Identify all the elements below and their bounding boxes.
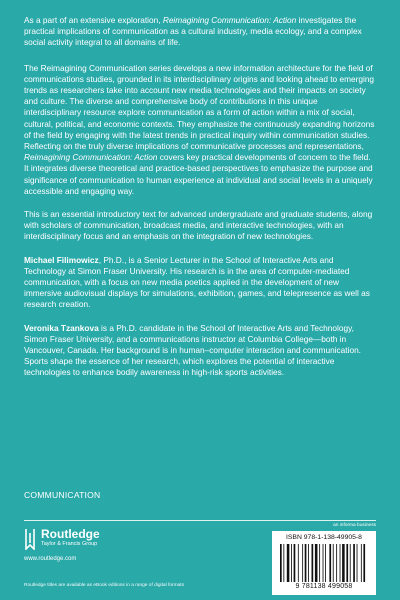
routledge-logo-icon xyxy=(24,528,36,550)
book-title-italic: Reimagining Communication: Action xyxy=(162,15,297,25)
barcode-icon xyxy=(280,544,368,582)
series-text-continued: covers key practical developments of concern to the field. It integrates diverse theoretical and practice-based perspectives to emphasize the purpose and significance of communication to human experience at individual and social levels in a uniquely accessible and engaging way. xyxy=(24,152,373,196)
informa-tagline: an informa business xyxy=(333,523,376,528)
series-paragraph xyxy=(24,63,376,197)
publisher-logo xyxy=(24,528,100,550)
publisher-subtitle: Taylor & Francis Group xyxy=(41,541,98,547)
ebook-note: Routledge titles are available as eBook editions in a range of digital formats xyxy=(24,583,184,588)
barcode-panel xyxy=(272,531,376,595)
series-book-title-italic: Reimagining Communication: Action xyxy=(24,152,158,163)
author2-bio xyxy=(24,323,376,379)
barcode-number: 9 781138 499058 xyxy=(295,583,353,590)
intro-text: As a part of an extensive exploration, xyxy=(24,15,163,25)
publisher-url: www.routledge.com xyxy=(24,556,77,562)
author2-name: Veronika Tzankova xyxy=(24,322,99,333)
intro-text-continued: investigates the practical implications of communication as a cultural industry, media ecology, and a complex social activity integral to all domains of life. xyxy=(24,15,362,48)
series-text: The Reimagining Communication series develops a new information architecture for the field of communications studies, grounded in its interdisciplinary origins and looking ahead to emerging trends as researchers take into account new media technologies and their impacts on society and culture. The diverse and comprehensive body of contributions in this unique interdisciplinary resource explore communication as a form of action within a mix of social, cultural, political, and economic contexts. They emphasize the continuously expanding horizons of the field by engaging with the latest trends in practical inquiry within communication studies. Reflecting on the truly diverse implications of communicative processes and representations, xyxy=(24,62,375,152)
intro-paragraph xyxy=(24,15,376,49)
author1-bio xyxy=(24,255,376,311)
author1-bio-text: , Ph.D., is a Senior Lecturer in the School of Interactive Arts and Technology at Simon Fraser University. His research is in the area of computer-mediated communication, with a focus on new media poetics applied in the development of new immersive audiovisual displays for simulations, exhibition, games, and telepresence as well as research creation. xyxy=(24,254,370,310)
isbn-label: ISBN 978-1-138-49905-8 xyxy=(286,534,362,541)
back-cover-text xyxy=(24,15,376,391)
author2-bio-text: is a Ph.D. candidate in the School of Interactive Arts and Technology, Simon Fraser University, and a communications instructor at Columbia College—both in Vancouver, Canada. Her background is in human–computer interaction and communication. Sports shape the essence of her research, which explores the potential of interactive technologies to enhance bodily awareness in high-risk sports activities. xyxy=(24,322,361,378)
subject-category: COMMUNICATION xyxy=(24,490,101,500)
author1-name: Michael Filimowicz xyxy=(24,254,99,265)
audience-paragraph: This is an essential introductory text for advanced undergraduate and graduate students, along with scholars of communication, broadcast media, and interactive technologies, with an interdisciplinary focus and an emphasis on the integration of new technologies. xyxy=(24,209,373,242)
footer-divider xyxy=(24,520,376,521)
publisher-name: Routledge xyxy=(41,527,100,541)
